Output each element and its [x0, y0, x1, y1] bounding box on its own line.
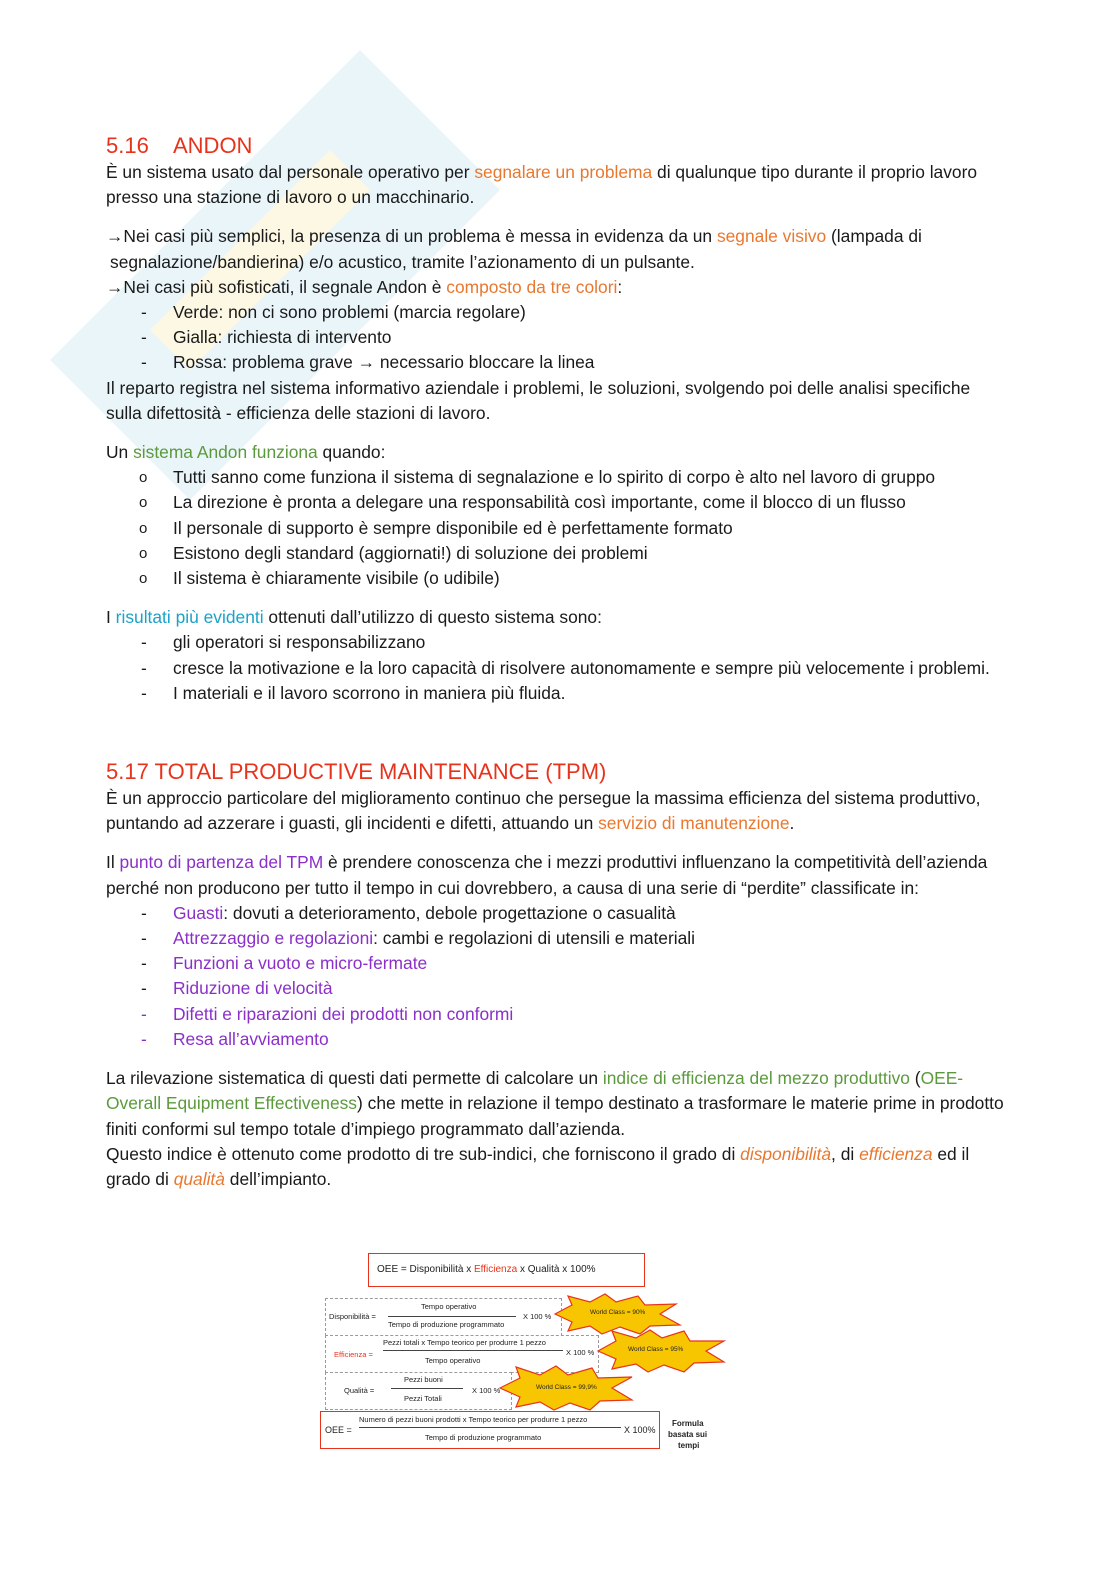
tpm-losses-list: [106, 901, 1006, 1052]
tpm-intro: È un approccio particolare del miglioramento continuo che persegue la massima efficienza del sistema produttivo, puntando ad azzerare i guasti, gli incidenti e difetti, attuando un servizio di manutenzione.: [106, 788, 981, 834]
andon-results-list: [106, 630, 1006, 706]
section-heading-tpm: 5.17 TOTAL PRODUCTIVE MAINTENANCE (TPM): [106, 759, 607, 785]
tpm-subindici: Questo indice è ottenuto come prodotto di tre sub-indici, che forniscono il grado di disponibilità, di efficienza ed il grado di qualità dell’impianto.: [106, 1143, 970, 1189]
document-page: [106, 132, 1006, 1192]
list-item: - Rossa: problema grave → necessario bloccare la linea: [141, 352, 595, 373]
right-arrow-icon: →: [106, 226, 124, 247]
list-item: o Esistono degli standard (aggiornati!) di soluzione dei problemi: [139, 542, 648, 563]
list-item: - cresce la motivazione e la loro capacità di risolvere autonomamente e sempre più velocemente i problemi.: [141, 657, 990, 678]
list-item: - Resa all’avviamento: [141, 1028, 329, 1049]
andon-conditions-list: [106, 465, 1006, 591]
list-item: - Riduzione di velocità: [141, 978, 333, 999]
list-item: - gli operatori si responsabilizzano: [141, 632, 426, 653]
list-item: - Gialla: richiesta di intervento: [141, 327, 392, 348]
disponibilita-box: Disponibilità = Tempo operativo Tempo di produzione programmato X 100 %: [325, 1298, 562, 1336]
qualita-box: Qualità = Pezzi buoni Pezzi Totali X 100 %: [325, 1372, 512, 1410]
list-item: o Il personale di supporto è sempre disponibile ed è perfettamente formato: [139, 517, 733, 538]
tpm-start: Il punto di partenza del TPM è prendere conoscenza che i mezzi produttivi influenzano la competitività dell’azienda perché non producono per tutto il tempo in cui dovrebbero, a causa di una serie di “perdite” classificate in:: [106, 852, 988, 898]
list-item: - Guasti: dovuti a deterioramento, debole progettazione o casualità: [141, 902, 676, 923]
list-item: - Attrezzaggio e regolazioni: cambi e regolazioni di utensili e materiali: [141, 928, 696, 949]
efficienza-box: Efficienza = Pezzi totali x Tempo teorico per produrre 1 pezzo Tempo operativo X 100 %: [325, 1335, 599, 1373]
list-item: o Tutti sanno come funziona il sistema di segnalazione e lo spirito di corpo è alto nel lavoro di gruppo: [139, 467, 936, 488]
right-arrow-icon: →: [357, 352, 376, 373]
list-item: o Il sistema è chiaramente visibile (o udibile): [139, 568, 500, 589]
oee-formula-figure: OEE = Disponibilità x Efficienza x Qualità x 100% Disponibilità = Tempo operativo Tempo di produzione programmato X 100 % World Class = 90% Efficienza = Pezzi totali x Tempo teorico per produrre 1 pezzo Tempo operativo X 100 % World Class = 95% Qualità = Pezzi buoni Pezzi Totali X 100 % World Class = 99,9% OEE = Numero di pezzi buoni prodotti x Tempo teorico per produrre 1 pezzo Tempo di produzione programmato X 100% Formula basata sui tempi: [318, 1253, 728, 1458]
list-item: - Verde: non ci sono problemi (marcia regolare): [141, 302, 526, 323]
right-arrow-icon: →: [106, 276, 124, 297]
andon-registro: Il reparto registra nel sistema informativo aziendale i problemi, le soluzioni, svolgendo poi delle analisi specifiche sulla difettosità - efficienza delle stazioni di lavoro.: [106, 377, 971, 423]
andon-arrow-sophisticated: →Nei casi più sofisticati, il segnale Andon è composto da tre colori:: [106, 276, 623, 297]
oee-time-formula-box: OEE = Numero di pezzi buoni prodotti x Tempo teorico per produrre 1 pezzo Tempo di produzione programmato X 100%: [320, 1411, 660, 1449]
andon-risultati: I risultati più evidenti ottenuti dall’utilizzo di questo sistema sono:: [106, 607, 602, 628]
list-item: o La direzione è pronta a delegare una responsabilità così importante, come il blocco di un flusso: [139, 492, 906, 513]
andon-intro: È un sistema usato dal personale operativo per segnalare un problema di qualunque tipo durante il proprio lavoro presso una stazione di lavoro o un macchinario.: [106, 162, 978, 208]
oee-top-box: OEE = Disponibilità x Efficienza x Qualità x 100%: [368, 1253, 645, 1287]
andon-colors-list: [106, 300, 1006, 376]
list-item: - Difetti e riparazioni dei prodotti non conformi: [141, 1003, 514, 1024]
tpm-oee: La rilevazione sistematica di questi dati permette di calcolare un indice di efficienza del mezzo produttivo (OEE- Overall Equipment Effectiveness) che mette in relazione il tempo destinato a trasformare le materie prime in prodotto finiti conformi sul tempo totale d’impiego programmato dall’azienda.: [106, 1068, 1004, 1139]
list-item: - Funzioni a vuoto e micro-fermate: [141, 953, 428, 974]
andon-funziona: Un sistema Andon funziona quando:: [106, 442, 386, 463]
andon-arrow-simple: →Nei casi più semplici, la presenza di un problema è messa in evidenza da un segnale visivo (lampada di: [106, 226, 922, 247]
andon-arrow-simple-cont: segnalazione/bandierina) e/o acustico, tramite l’azionamento di un pulsante.: [110, 251, 695, 272]
section-heading-andon: 5.16 ANDON: [106, 133, 253, 158]
list-item: - I materiali e il lavoro scorrono in maniera più fluida.: [141, 682, 566, 703]
